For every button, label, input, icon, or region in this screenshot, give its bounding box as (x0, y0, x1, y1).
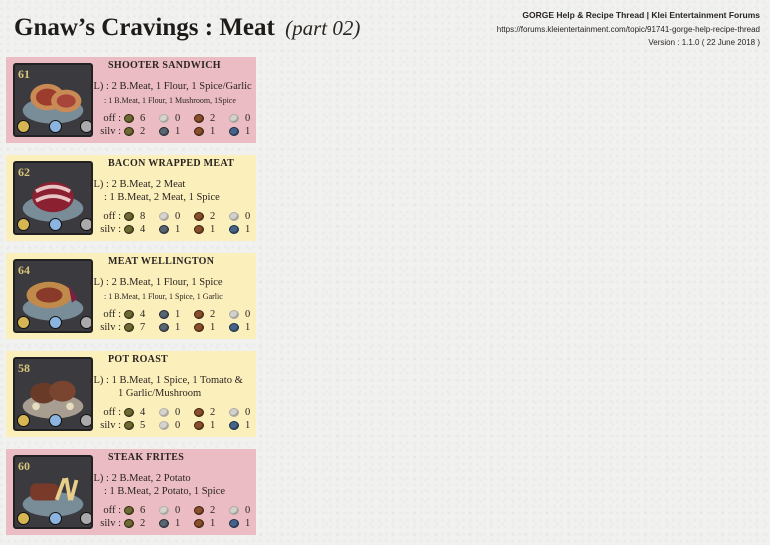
coin-icon (194, 310, 204, 319)
thread-title: GORGE Help & Recipe Thread | Klei Entertainment Forums (522, 10, 760, 20)
stats-row-silv (90, 419, 264, 432)
stat-value: 2 (140, 126, 146, 137)
coin-icon (124, 127, 134, 136)
coin-icon (124, 212, 134, 221)
recipe-line-1: (L) : 2 B.Meat, 1 Flour, 1 Spice/Garlic (90, 81, 252, 92)
coin-icon (229, 310, 239, 319)
recipe-name: POT ROAST (108, 354, 169, 365)
stats-label: off : (103, 113, 121, 124)
stats-label: off : (103, 211, 121, 222)
coin-icon (229, 127, 239, 136)
stat-value: 2 (210, 113, 216, 124)
coin-icon (159, 310, 169, 319)
coin-icon (124, 506, 134, 515)
recipe-name: STEAK FRITES (108, 452, 185, 463)
stat-value: 4 (140, 224, 146, 235)
coin-icon (229, 323, 239, 332)
stat-value: 0 (175, 420, 181, 431)
stat-value: 1 (175, 518, 181, 529)
coin-icon (124, 421, 134, 430)
stat-value: 0 (245, 113, 251, 124)
stat-value: 6 (140, 505, 146, 516)
stats-table (90, 308, 264, 334)
coin-icon (194, 506, 204, 515)
stat-value: 0 (175, 113, 181, 124)
recipe-card-meat-wellington (6, 253, 256, 339)
stats-table (90, 406, 264, 432)
stat-value: 2 (210, 407, 216, 418)
coin-icon (159, 212, 169, 221)
stat-value: 1 (210, 322, 216, 333)
stat-value: 1 (245, 420, 251, 431)
stat-value: 2 (210, 505, 216, 516)
stats-label: silv : (100, 322, 121, 333)
coin-icon (194, 421, 204, 430)
stats-label: off : (103, 407, 121, 418)
coin-icon (229, 408, 239, 417)
stat-value: 1 (175, 309, 181, 320)
coin-icon (229, 225, 239, 234)
stat-value: 0 (175, 211, 181, 222)
recipe-rank: 58 (18, 361, 30, 375)
coin-icon (159, 225, 169, 234)
coin-icons (17, 218, 93, 231)
stat-value: 8 (140, 211, 146, 222)
stats-label: silv : (100, 518, 121, 529)
recipe-name: BACON WRAPPED MEAT (108, 158, 235, 169)
recipe-line-2: : 1 B.Meat, 1 Flour, 1 Spice, 1 Garlic (104, 292, 223, 301)
food-image (13, 259, 93, 333)
coin-icon (194, 127, 204, 136)
stats-label: silv : (100, 224, 121, 235)
coin-icon (229, 506, 239, 515)
coin-icon (194, 212, 204, 221)
coin-icon (124, 323, 134, 332)
coin-icon (159, 408, 169, 417)
recipe-rank: 62 (18, 165, 30, 179)
coin-icon (159, 506, 169, 515)
coin-icon (124, 408, 134, 417)
recipe-line-2: : 1 B.Meat, 2 Meat, 1 Spice (104, 192, 220, 203)
stat-value: 1 (210, 518, 216, 529)
stat-value: 2 (210, 309, 216, 320)
coin-icon (229, 421, 239, 430)
recipe-line-2: : 1 B.Meat, 1 Flour, 1 Mushroom, 1Spice (104, 96, 236, 105)
coin-icons (17, 120, 93, 133)
stats-row-off (90, 504, 264, 517)
food-image (13, 63, 93, 137)
stats-row-off (90, 406, 264, 419)
coin-icon (159, 127, 169, 136)
food-image (13, 161, 93, 235)
recipe-name: MEAT WELLINGTON (108, 256, 215, 267)
stats-table (90, 210, 264, 236)
recipe-card-bacon-wrapped-meat (6, 155, 256, 241)
stat-value: 1 (175, 224, 181, 235)
stats-row-off (90, 210, 264, 223)
coin-icon (194, 114, 204, 123)
page-title (14, 14, 360, 42)
stat-value: 0 (245, 211, 251, 222)
stat-value: 4 (140, 309, 146, 320)
stat-value: 1 (210, 420, 216, 431)
page-title-part: (part 02) (285, 16, 361, 40)
coin-icon (194, 519, 204, 528)
coin-icon (124, 310, 134, 319)
stats-label: off : (103, 505, 121, 516)
stat-value: 1 (210, 126, 216, 137)
recipe-line-2: : 1 B.Meat, 2 Potato, 1 Spice (104, 486, 226, 497)
stats-label: silv : (100, 126, 121, 137)
stat-value: 1 (210, 224, 216, 235)
stat-value: 0 (175, 505, 181, 516)
stat-value: 7 (140, 322, 146, 333)
coin-icon (194, 408, 204, 417)
stat-value: 0 (245, 407, 251, 418)
stats-row-silv (90, 321, 264, 334)
stat-value: 1 (245, 224, 251, 235)
stat-value: 1 (245, 518, 251, 529)
coin-icon (124, 114, 134, 123)
stat-value: 1 (245, 126, 251, 137)
stat-value: 0 (245, 309, 251, 320)
coin-icon (229, 212, 239, 221)
stats-label: silv : (100, 420, 121, 431)
stat-value: 1 (175, 126, 181, 137)
page-title-main: Gnaw’s Cravings : Meat (14, 14, 275, 41)
coin-icon (124, 225, 134, 234)
recipe-line-1: (L) : 2 B.Meat, 1 Flour, 1 Spice (90, 277, 223, 288)
recipe-name: SHOOTER SANDWICH (108, 60, 221, 71)
stats-row-off (90, 308, 264, 321)
food-image (13, 455, 93, 529)
stat-value: 0 (175, 407, 181, 418)
stat-value: 5 (140, 420, 146, 431)
coin-icon (159, 519, 169, 528)
stat-value: 1 (175, 322, 181, 333)
stat-value: 6 (140, 113, 146, 124)
recipe-line-2: 1 Garlic/Mushroom (118, 388, 202, 399)
thread-url[interactable]: https://forums.kleientertainment.com/topic/91741-gorge-help-recipe-thread (496, 24, 760, 34)
stat-value: 0 (245, 505, 251, 516)
header-info (497, 9, 760, 50)
recipe-rank: 64 (18, 263, 30, 277)
food-image (13, 357, 93, 431)
recipe-card-shooter-sandwich (6, 57, 256, 143)
recipe-card-pot-roast (6, 351, 256, 437)
stats-row-silv (90, 223, 264, 236)
stats-table (90, 504, 264, 530)
recipe-line-1: (L) : 2 B.Meat, 2 Meat (90, 179, 186, 190)
recipe-card-steak-frites (6, 449, 256, 535)
stats-table (90, 112, 264, 138)
coin-icon (229, 519, 239, 528)
coin-icon (194, 225, 204, 234)
coin-icons (17, 316, 93, 329)
coin-icons (17, 414, 93, 427)
coin-icon (159, 421, 169, 430)
recipe-line-1: (L) : 1 B.Meat, 1 Spice, 1 Tomato & (90, 375, 243, 386)
recipe-line-1: (L) : 2 B.Meat, 2 Potato (90, 473, 191, 484)
stat-value: 2 (210, 211, 216, 222)
stats-label: off : (103, 309, 121, 320)
coin-icon (124, 519, 134, 528)
recipe-rank: 60 (18, 459, 30, 473)
coin-icon (229, 114, 239, 123)
coin-icon (194, 323, 204, 332)
version-text: Version : 1.1.0 ( 22 June 2018 ) (648, 38, 760, 47)
stats-row-silv (90, 125, 264, 138)
coin-icon (159, 323, 169, 332)
coin-icons (17, 512, 93, 525)
stats-row-silv (90, 517, 264, 530)
stat-value: 1 (245, 322, 251, 333)
stat-value: 4 (140, 407, 146, 418)
recipe-rank: 61 (18, 67, 30, 81)
coin-icon (159, 114, 169, 123)
stat-value: 2 (140, 518, 146, 529)
stats-row-off (90, 112, 264, 125)
